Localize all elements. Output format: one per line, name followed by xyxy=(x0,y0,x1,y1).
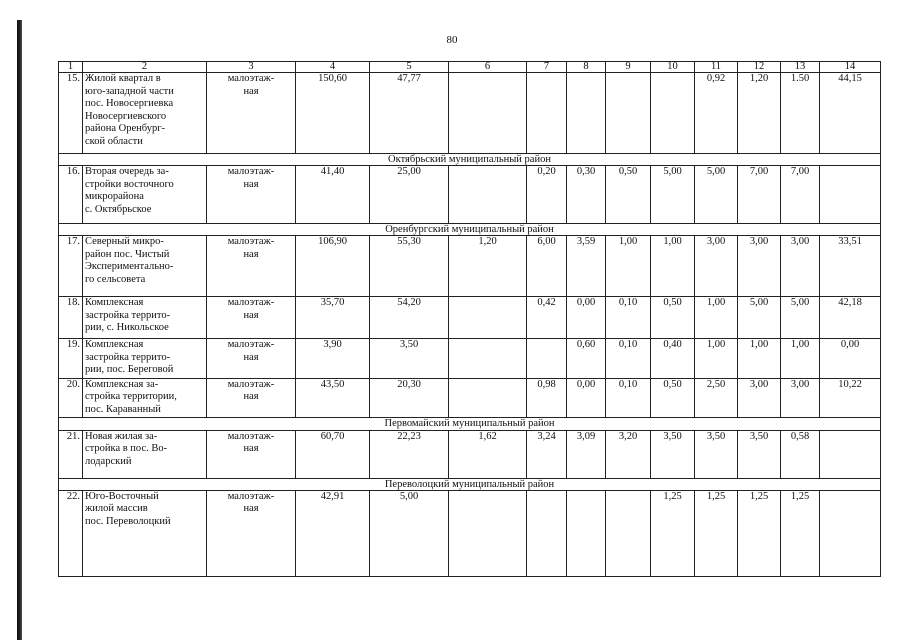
data-table xyxy=(58,61,881,577)
object-name-line: застройка террито- xyxy=(85,309,171,321)
value-cell: 0,98 xyxy=(527,378,567,417)
building-type-line: малоэтаж- xyxy=(227,430,275,442)
row-number: 20. xyxy=(59,378,83,417)
object-name-line: Вторая очередь за- xyxy=(85,166,169,178)
header-row xyxy=(59,62,881,73)
object-name-line: микрорайона xyxy=(85,191,144,203)
value-cell: 60,70 xyxy=(296,430,370,478)
building-type xyxy=(207,430,296,478)
value-cell: 5,00 xyxy=(651,166,695,223)
header-cell: 3 xyxy=(207,62,296,73)
table-row xyxy=(59,490,881,576)
value-cell: 10,22 xyxy=(820,378,881,417)
value-cell xyxy=(449,490,527,576)
object-name-line: застройка террито- xyxy=(85,351,171,363)
value-cell: 0,00 xyxy=(567,378,606,417)
object-name-line: Новосергиевского xyxy=(85,110,167,122)
object-name xyxy=(83,378,207,417)
value-cell: 0,50 xyxy=(606,166,651,223)
scan-edge-shadow xyxy=(17,20,22,640)
value-cell: 3,24 xyxy=(527,430,567,478)
value-cell: 150,60 xyxy=(296,73,370,154)
building-type-line: малоэтаж- xyxy=(227,236,275,248)
value-cell: 42,18 xyxy=(820,297,881,339)
object-name-line: жилой массив xyxy=(85,503,148,515)
value-cell: 54,20 xyxy=(370,297,449,339)
value-cell: 1,20 xyxy=(449,236,527,297)
header-cell: 7 xyxy=(527,62,567,73)
value-cell: 0,60 xyxy=(567,339,606,378)
value-cell: 41,40 xyxy=(296,166,370,223)
object-name xyxy=(83,339,207,378)
value-cell: 1,00 xyxy=(695,339,738,378)
row-number: 17. xyxy=(59,236,83,297)
section-row xyxy=(59,223,881,235)
table-row xyxy=(59,73,881,154)
section-title: Переволоцкий муниципальный район xyxy=(59,478,881,490)
value-cell: 106,90 xyxy=(296,236,370,297)
value-cell: 55,30 xyxy=(370,236,449,297)
value-cell: 42,91 xyxy=(296,490,370,576)
value-cell: 3,50 xyxy=(370,339,449,378)
value-cell: 3,50 xyxy=(651,430,695,478)
value-cell: 1,00 xyxy=(738,339,781,378)
object-name-line: рии, с. Никольское xyxy=(85,322,169,334)
section-row xyxy=(59,154,881,166)
header-cell: 6 xyxy=(449,62,527,73)
row-number: 15. xyxy=(59,73,83,154)
value-cell xyxy=(527,339,567,378)
value-cell xyxy=(527,73,567,154)
object-name-line: района Оренбург- xyxy=(85,123,166,135)
header-cell: 5 xyxy=(370,62,449,73)
object-name-line: лодарский xyxy=(85,455,132,467)
object-name xyxy=(83,297,207,339)
value-cell xyxy=(820,166,881,223)
section-row xyxy=(59,478,881,490)
page-number: 80 xyxy=(446,34,458,46)
building-type xyxy=(207,73,296,154)
value-cell xyxy=(449,297,527,339)
value-cell: 5,00 xyxy=(370,490,449,576)
value-cell xyxy=(651,73,695,154)
section-title: Октябрьский муниципальный район xyxy=(59,154,881,166)
value-cell xyxy=(606,490,651,576)
value-cell xyxy=(527,490,567,576)
object-name xyxy=(83,430,207,478)
object-name-line: Жилой квартал в xyxy=(85,73,161,85)
value-cell: 0,50 xyxy=(651,297,695,339)
value-cell: 0,42 xyxy=(527,297,567,339)
table-row xyxy=(59,430,881,478)
header-cell: 10 xyxy=(651,62,695,73)
value-cell: 3,00 xyxy=(781,236,820,297)
value-cell: 1.50 xyxy=(781,73,820,154)
value-cell: 33,51 xyxy=(820,236,881,297)
section-row xyxy=(59,418,881,430)
building-type-line: ная xyxy=(243,391,259,403)
value-cell: 5,00 xyxy=(695,166,738,223)
object-name-line: ской области xyxy=(85,135,143,147)
object-name xyxy=(83,236,207,297)
value-cell: 0,10 xyxy=(606,339,651,378)
value-cell: 0,58 xyxy=(781,430,820,478)
value-cell: 47,77 xyxy=(370,73,449,154)
value-cell: 1,00 xyxy=(781,339,820,378)
value-cell: 3,00 xyxy=(738,236,781,297)
building-type-line: ная xyxy=(243,248,259,260)
table-row xyxy=(59,166,881,223)
value-cell: 5,00 xyxy=(781,297,820,339)
header-cell: 2 xyxy=(83,62,207,73)
value-cell: 3,00 xyxy=(781,378,820,417)
header-cell: 14 xyxy=(820,62,881,73)
value-cell: 43,50 xyxy=(296,378,370,417)
object-name-line: рии, пос. Береговой xyxy=(85,364,174,376)
building-type xyxy=(207,339,296,378)
object-name-line: с. Октябрьское xyxy=(85,203,152,215)
object-name-line: район пос. Чистый xyxy=(85,248,170,260)
building-type-line: малоэтаж- xyxy=(227,297,275,309)
object-name-line: Комплексная xyxy=(85,339,144,351)
value-cell xyxy=(606,73,651,154)
building-type-line: малоэтаж- xyxy=(227,166,275,178)
value-cell: 0,92 xyxy=(695,73,738,154)
object-name-line: стройка в пос. Во- xyxy=(85,443,168,454)
building-type-line: ная xyxy=(243,503,259,515)
object-name-line: юго-западной части xyxy=(85,85,174,97)
value-cell xyxy=(449,73,527,154)
table-row xyxy=(59,378,881,417)
building-type-line: ная xyxy=(243,85,259,97)
value-cell: 3,50 xyxy=(738,430,781,478)
building-type xyxy=(207,297,296,339)
object-name-line: Экспериментально- xyxy=(85,261,174,273)
value-cell: 0,20 xyxy=(527,166,567,223)
value-cell: 0,50 xyxy=(651,378,695,417)
value-cell: 0,30 xyxy=(567,166,606,223)
object-name-line: Северный микро- xyxy=(85,236,164,248)
value-cell: 1,00 xyxy=(606,236,651,297)
value-cell: 2,50 xyxy=(695,378,738,417)
object-name-line: Комплексная за- xyxy=(85,378,159,390)
value-cell: 3,09 xyxy=(567,430,606,478)
row-number: 16. xyxy=(59,166,83,223)
value-cell: 1,25 xyxy=(781,490,820,576)
value-cell xyxy=(449,166,527,223)
value-cell: 1,00 xyxy=(695,297,738,339)
row-number: 19. xyxy=(59,339,83,378)
value-cell: 1,25 xyxy=(738,490,781,576)
row-number: 22. xyxy=(59,490,83,576)
value-cell: 1,20 xyxy=(738,73,781,154)
value-cell: 7,00 xyxy=(738,166,781,223)
object-name-line: Комплексная xyxy=(85,297,144,309)
value-cell: 3,59 xyxy=(567,236,606,297)
value-cell xyxy=(820,430,881,478)
value-cell: 0,10 xyxy=(606,378,651,417)
value-cell: 3,00 xyxy=(738,378,781,417)
value-cell xyxy=(567,490,606,576)
object-name-line: стройка территории, xyxy=(85,391,177,403)
value-cell xyxy=(449,378,527,417)
value-cell: 44,15 xyxy=(820,73,881,154)
header-cell: 1 xyxy=(59,62,83,73)
object-name-line: пос. Переволоцкий xyxy=(85,515,171,527)
table-row xyxy=(59,236,881,297)
building-type-line: малоэтаж- xyxy=(227,339,275,351)
building-type xyxy=(207,378,296,417)
object-name-line: стройки восточного xyxy=(85,178,174,190)
building-type-line: ная xyxy=(243,351,259,363)
building-type-line: малоэтаж- xyxy=(227,73,275,85)
value-cell: 6,00 xyxy=(527,236,567,297)
row-number: 21. xyxy=(59,430,83,478)
header-cell: 8 xyxy=(567,62,606,73)
value-cell xyxy=(567,73,606,154)
section-title: Первомайский муниципальный район xyxy=(59,418,881,430)
value-cell: 3,50 xyxy=(695,430,738,478)
value-cell: 35,70 xyxy=(296,297,370,339)
object-name-line: Новая жилая за- xyxy=(85,430,158,442)
value-cell: 0,00 xyxy=(567,297,606,339)
value-cell: 0,00 xyxy=(820,339,881,378)
section-title: Оренбургский муниципальный район xyxy=(59,223,881,235)
value-cell xyxy=(820,490,881,576)
header-cell: 4 xyxy=(296,62,370,73)
value-cell: 3,20 xyxy=(606,430,651,478)
value-cell: 25,00 xyxy=(370,166,449,223)
value-cell: 7,00 xyxy=(781,166,820,223)
building-type-line: ная xyxy=(243,309,259,321)
object-name-line: пос. Новосергиевка xyxy=(85,98,174,110)
object-name-line: пос. Караванный xyxy=(85,403,161,415)
building-type-line: малоэтаж- xyxy=(227,490,275,502)
table-row xyxy=(59,339,881,378)
building-type xyxy=(207,490,296,576)
value-cell: 0,10 xyxy=(606,297,651,339)
header-cell: 9 xyxy=(606,62,651,73)
value-cell: 0,40 xyxy=(651,339,695,378)
building-type-line: малоэтаж- xyxy=(227,378,275,390)
table-row xyxy=(59,297,881,339)
object-name-line: Юго-Восточный xyxy=(85,490,159,502)
value-cell: 1,25 xyxy=(651,490,695,576)
row-number: 18. xyxy=(59,297,83,339)
object-name xyxy=(83,73,207,154)
building-type xyxy=(207,166,296,223)
header-cell: 12 xyxy=(738,62,781,73)
value-cell: 22,23 xyxy=(370,430,449,478)
building-type xyxy=(207,236,296,297)
value-cell xyxy=(449,339,527,378)
value-cell: 3,90 xyxy=(296,339,370,378)
object-name-line: го сельсовета xyxy=(85,273,146,285)
value-cell: 1,25 xyxy=(695,490,738,576)
value-cell: 20,30 xyxy=(370,378,449,417)
object-name xyxy=(83,490,207,576)
building-type-line: ная xyxy=(243,178,259,190)
object-name xyxy=(83,166,207,223)
table-body xyxy=(59,62,881,577)
value-cell: 3,00 xyxy=(695,236,738,297)
value-cell: 1,62 xyxy=(449,430,527,478)
header-cell: 13 xyxy=(781,62,820,73)
value-cell: 1,00 xyxy=(651,236,695,297)
header-cell: 11 xyxy=(695,62,738,73)
value-cell: 5,00 xyxy=(738,297,781,339)
building-type-line: ная xyxy=(243,443,259,454)
